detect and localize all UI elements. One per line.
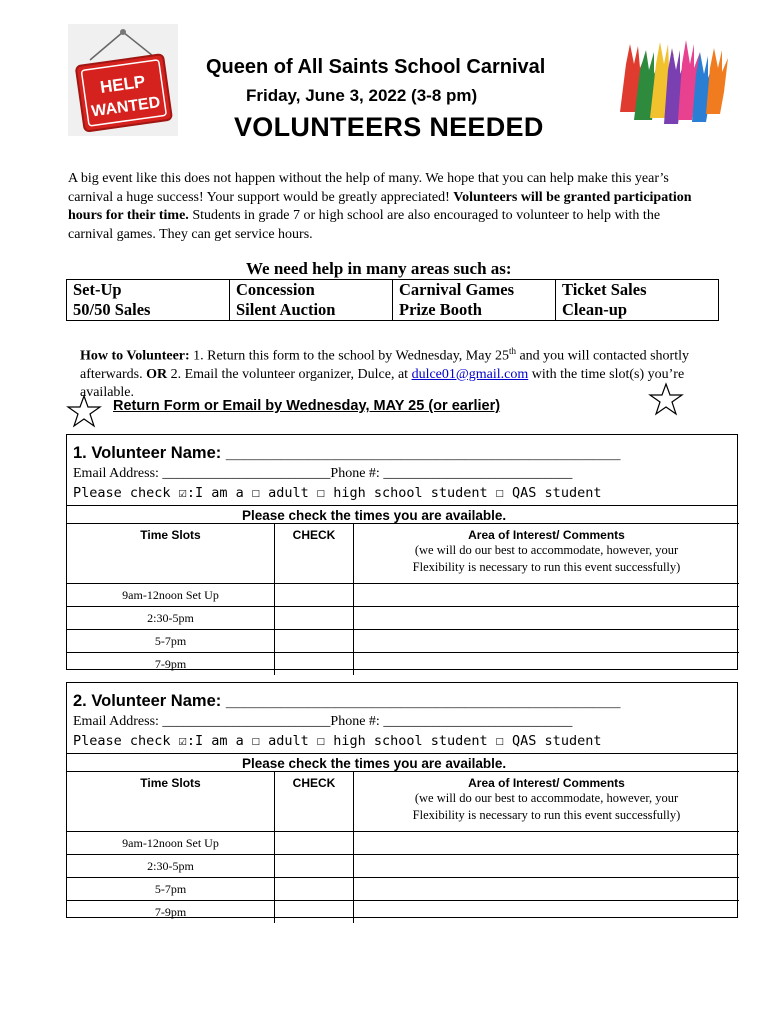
- qas-student-checkbox[interactable]: ☐: [495, 733, 504, 749]
- col-check: CHECK: [275, 524, 354, 584]
- slot-check-cell[interactable]: [275, 607, 354, 630]
- table-row: [67, 901, 739, 924]
- area-cell: Concession: [230, 280, 393, 301]
- slot-comment-cell[interactable]: [354, 653, 740, 676]
- howto-sup: th: [508, 346, 516, 356]
- availability-heading: Please check the times you are available.: [242, 508, 507, 523]
- col-area: [354, 772, 740, 832]
- intro-bold: Volunteers will be granted participation hours for their time.: [68, 189, 692, 223]
- headline: VOLUNTEERS NEEDED: [234, 112, 544, 142]
- howto-step1: 1. Return this form to the school by Wednesday, May 25: [189, 348, 509, 364]
- hs-student-checkbox[interactable]: ☐: [316, 485, 326, 501]
- volunteer-name-field[interactable]: 1. Volunteer Name: ___________________________________________: [73, 444, 621, 462]
- availability-heading: Please check the times you are available.: [242, 756, 507, 771]
- check-text: :I am a: [186, 733, 252, 749]
- table-row: [67, 832, 739, 855]
- check-prefix: Please check: [73, 733, 179, 749]
- area-note-2: Flexibility is necessary to run this event successfully): [412, 808, 681, 822]
- divider: [67, 505, 737, 506]
- col-area: [354, 524, 740, 584]
- intro-text-1: A big event like this does not happen without the help of many. We hope that you can help make this year’s carnival a huge success! Your support would be greatly appreciated!: [68, 171, 669, 205]
- slot-comment-cell[interactable]: [354, 901, 740, 924]
- area-cell: Clean-up: [556, 300, 719, 321]
- help-wanted-sign-icon: [68, 24, 178, 136]
- area-note-2: Flexibility is necessary to run this event successfully): [412, 560, 681, 574]
- table-row: [67, 630, 739, 653]
- slot-check-cell[interactable]: [275, 630, 354, 653]
- slot-label: 2:30-5pm: [67, 607, 275, 630]
- area-cell: Set-Up: [67, 280, 230, 301]
- area-note-1: (we will do our best to accommodate, however, your: [414, 543, 679, 557]
- time-slots-table: [67, 523, 739, 675]
- howto-step2: 2. Email the volunteer organizer, Dulce, at: [167, 366, 412, 382]
- volunteer-form-1: [66, 434, 738, 670]
- intro-text-2: Students in grade 7 or high school are also encouraged to volunteer to help with the carnival games. They can get service hours.: [68, 208, 661, 242]
- check-text: :I am a: [186, 485, 252, 501]
- col-time-slots: Time Slots: [67, 772, 275, 832]
- slot-label: 2:30-5pm: [67, 855, 275, 878]
- hs-student-label: high school student: [333, 485, 488, 501]
- star-icon: [648, 382, 684, 416]
- slot-comment-cell[interactable]: [354, 855, 740, 878]
- howto-label: How to Volunteer:: [80, 348, 190, 364]
- slot-check-cell[interactable]: [275, 878, 354, 901]
- adult-label: adult: [268, 733, 309, 749]
- slot-label: 5-7pm: [67, 878, 275, 901]
- area-cell: Silent Auction: [230, 300, 393, 321]
- areas-row: [67, 300, 719, 321]
- slot-check-cell[interactable]: [275, 855, 354, 878]
- qas-student-checkbox[interactable]: ☐: [495, 485, 504, 501]
- table-row: [67, 855, 739, 878]
- table-header-row: [67, 772, 739, 832]
- event-date: Friday, June 3, 2022 (3-8 pm): [246, 86, 478, 105]
- qas-student-label: QAS student: [512, 733, 602, 749]
- areas-row: [67, 280, 719, 301]
- col-area-label: Area of Interest/ Comments: [468, 776, 625, 790]
- slot-comment-cell[interactable]: [354, 878, 740, 901]
- slot-label: 7-9pm: [67, 901, 275, 924]
- area-cell: Ticket Sales: [556, 280, 719, 301]
- intro-paragraph: [68, 170, 708, 244]
- table-row: [67, 607, 739, 630]
- howto-step1b: and you will contacted shortly afterwards.: [80, 348, 689, 382]
- slot-check-cell[interactable]: [275, 901, 354, 924]
- star-icon: [66, 394, 102, 428]
- col-check: CHECK: [275, 772, 354, 832]
- sign-text-help: HELP: [98, 71, 147, 98]
- qas-student-label: QAS student: [512, 485, 602, 501]
- area-cell: 50/50 Sales: [67, 300, 230, 321]
- area-cell: Prize Booth: [393, 300, 556, 321]
- check-prefix: Please check: [73, 485, 179, 501]
- slot-check-cell[interactable]: [275, 584, 354, 607]
- help-wanted-sign-image: [68, 24, 178, 136]
- checked-box-icon: ☑: [178, 485, 187, 501]
- volunteer-type-line: [73, 733, 601, 749]
- table-header-row: [67, 524, 739, 584]
- howto-step2b: with the time slot(s) you’re available.: [80, 366, 685, 400]
- area-note-1: (we will do our best to accommodate, however, your: [414, 791, 679, 805]
- table-row: [67, 653, 739, 676]
- raised-hands-image: [612, 34, 736, 126]
- col-time-slots: Time Slots: [67, 524, 275, 584]
- raised-hands-icon: [612, 34, 736, 126]
- slot-label: 7-9pm: [67, 653, 275, 676]
- slot-comment-cell[interactable]: [354, 607, 740, 630]
- slot-comment-cell[interactable]: [354, 584, 740, 607]
- col-area-label: Area of Interest/ Comments: [468, 528, 625, 542]
- adult-label: adult: [268, 485, 309, 501]
- volunteer-type-line: [73, 485, 601, 501]
- organizer-email-link[interactable]: dulce01@gmail.com: [411, 366, 529, 382]
- adult-checkbox[interactable]: ☐: [251, 485, 260, 501]
- sign-text-wanted: WANTED: [90, 93, 162, 121]
- email-phone-field[interactable]: Email Address: ________________________Phone #: ___________________________: [73, 714, 573, 729]
- hs-student-checkbox[interactable]: ☐: [316, 733, 326, 749]
- hs-student-label: high school student: [333, 733, 488, 749]
- email-phone-field[interactable]: Email Address: ________________________Phone #: ___________________________: [73, 466, 573, 481]
- divider: [67, 753, 737, 754]
- slot-label: 9am-12noon Set Up: [67, 584, 275, 607]
- slot-check-cell[interactable]: [275, 832, 354, 855]
- slot-comment-cell[interactable]: [354, 832, 740, 855]
- slot-comment-cell[interactable]: [354, 630, 740, 653]
- volunteer-name-field[interactable]: 2. Volunteer Name: ___________________________________________: [73, 692, 621, 710]
- time-slots-table: [67, 771, 739, 923]
- table-row: [67, 584, 739, 607]
- slot-label: 5-7pm: [67, 630, 275, 653]
- adult-checkbox[interactable]: ☐: [251, 733, 260, 749]
- slot-check-cell[interactable]: [275, 653, 354, 676]
- page-title: Queen of All Saints School Carnival: [206, 56, 546, 78]
- area-cell: Carnival Games: [393, 280, 556, 301]
- slot-label: 9am-12noon Set Up: [67, 832, 275, 855]
- volunteer-form-2: [66, 682, 738, 918]
- checked-box-icon: ☑: [178, 733, 187, 749]
- table-row: [67, 878, 739, 901]
- how-to-volunteer: [80, 342, 720, 402]
- howto-or: OR: [146, 366, 168, 382]
- areas-table: [66, 279, 719, 321]
- return-deadline: Return Form or Email by Wednesday, MAY 25 (or earlier): [113, 398, 501, 414]
- areas-heading: We need help in many areas such as:: [246, 259, 512, 278]
